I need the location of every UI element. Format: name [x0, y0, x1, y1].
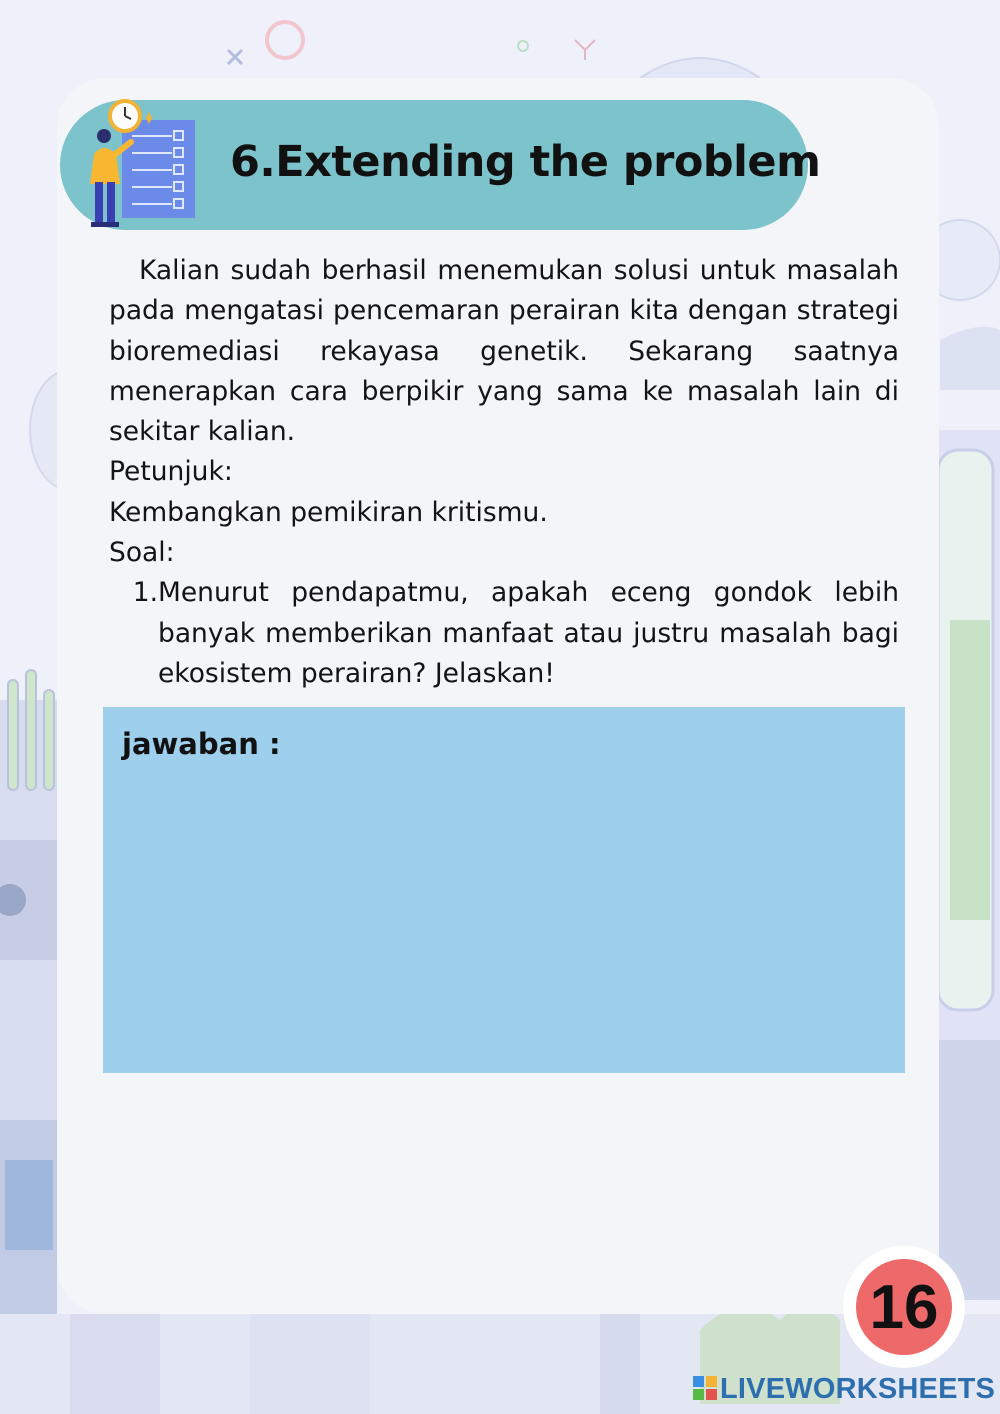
- question-text: Menurut pendapatmu, apakah eceng gondok lebih banyak memberikan manfaat atau justru masalah bagi ekosistem perairan? Jelaskan!: [158, 577, 899, 689]
- page-title: 6.Extending the problem: [230, 137, 821, 187]
- question-content: [109, 251, 899, 694]
- watermark-text: LIVEWORKSHEETS: [720, 1373, 996, 1405]
- answer-input[interactable]: [122, 775, 890, 1059]
- page-number-badge: [843, 1246, 965, 1368]
- teacher-checklist-illustration: [80, 98, 200, 234]
- hint-text: Kembangkan pemikiran kritismu.: [109, 496, 548, 528]
- hint-label: Petunjuk:: [109, 456, 233, 488]
- list-item: [109, 573, 899, 694]
- liveworksheets-watermark[interactable]: [693, 1373, 995, 1406]
- answer-box: [103, 707, 905, 1073]
- question-label: Soal:: [109, 537, 175, 569]
- answer-label: jawaban :: [122, 727, 281, 761]
- page-number-circle: [856, 1259, 952, 1355]
- liveworksheets-logo-icon: [693, 1376, 717, 1404]
- question-list: [109, 573, 899, 694]
- page-number: 16: [869, 1272, 939, 1342]
- question-number: 1.: [132, 577, 158, 609]
- intro-paragraph: Kalian sudah berhasil menemukan solusi untuk masalah pada mengatasi pencemaran perairan kita dengan strategi bioremediasi rekayasa genetik. Sekarang saatnya menerapkan cara berpikir yang sama ke masalah lain di sekitar kalian.: [109, 255, 899, 448]
